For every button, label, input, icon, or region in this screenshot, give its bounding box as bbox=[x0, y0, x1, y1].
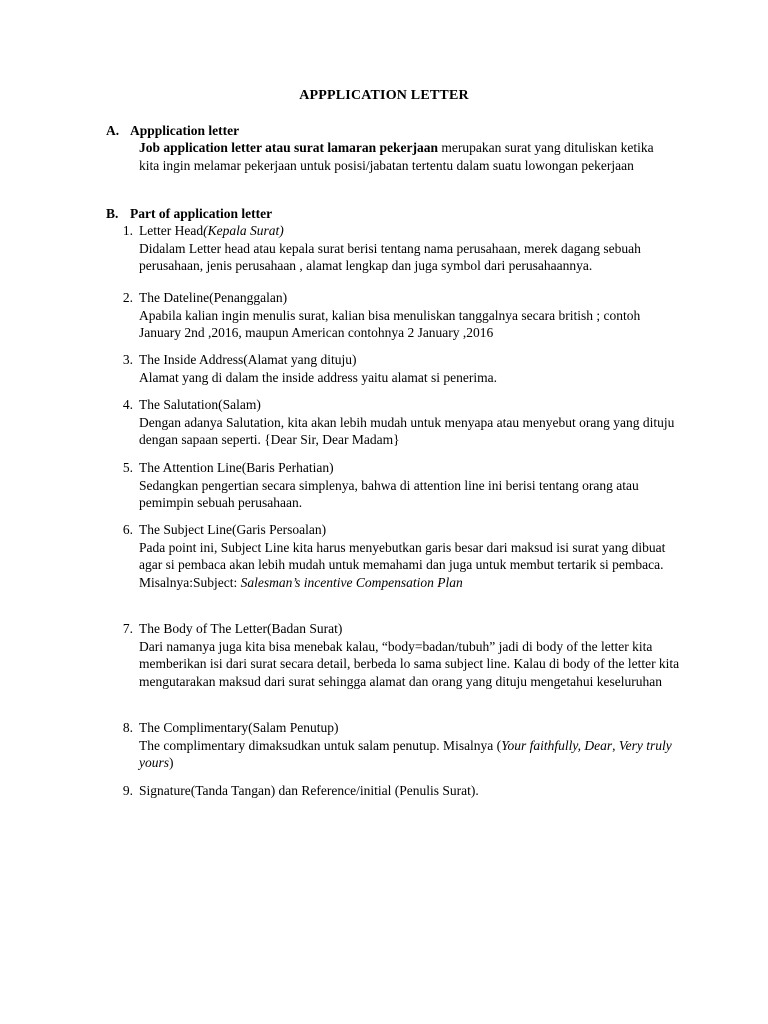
list-item-title: The Salutation(Salam) bbox=[139, 397, 261, 412]
section-b-title: Part of application letter bbox=[130, 206, 273, 221]
list-item-9 bbox=[122, 782, 684, 800]
list-item-title: Signature(Tanda Tangan) dan Reference/initial (Penulis Surat). bbox=[139, 783, 479, 798]
list-item-title: The Dateline(Penanggalan) bbox=[139, 290, 288, 305]
list-item-number: 9. bbox=[122, 783, 133, 798]
list-item-number: 3. bbox=[122, 352, 133, 367]
list-item-number: 5. bbox=[122, 460, 133, 475]
section-a-title: Appplication letter bbox=[130, 123, 240, 138]
list-item-number: 4. bbox=[122, 397, 133, 412]
list-item-title: Letter Head(Kepala Surat) bbox=[139, 223, 284, 238]
list-item-description: Apabila kalian ingin menulis surat, kalian bisa menuliskan tanggalnya secara british ; contoh January 2nd ,2016, maupun American contohnya 2 January ,2016 bbox=[139, 307, 641, 340]
list-item-description: Sedangkan pengertian secara simplenya, bahwa di attention line ini berisi tentang orang atau pemimpin sebuah perusahaan. bbox=[139, 477, 639, 510]
section-b-heading bbox=[106, 205, 272, 223]
section-a-heading bbox=[106, 122, 239, 140]
list-item-description: Alamat yang di dalam the inside address yaitu alamat si penerima. bbox=[139, 369, 498, 385]
list-item-description: The complimentary dimaksudkan untuk salam penutup. Misalnya (Your faithfully, Dear, Very truly yours) bbox=[139, 737, 672, 770]
section-a-bold-intro: Job application letter atau surat lamaran pekerjaan bbox=[139, 140, 438, 155]
list-item-title: The Body of The Letter(Badan Surat) bbox=[139, 621, 343, 636]
section-a-paragraph bbox=[139, 139, 674, 174]
list-item-6 bbox=[122, 521, 684, 591]
list-item-description: Dari namanya juga kita bisa menebak kalau, “body=badan/tubuh” jadi di body of the letter kita memberikan isi dari surat secara detail, berbeda lo sama subject line. Kalau di body of the letter kita mengutarakan maksud dari surat sehingga alamat dan orang yang dituju mengetahui keseluruhan bbox=[139, 638, 680, 689]
list-item-3 bbox=[122, 351, 684, 386]
list-item-title: The Subject Line(Garis Persoalan) bbox=[139, 522, 327, 537]
list-item-number: 2. bbox=[122, 290, 133, 305]
list-item-description: Pada point ini, Subject Line kita harus menyebutkan garis besar dari maksud isi surat yang dibuat agar si pembaca akan lebih mudah untuk memahami dan juga untuk membut tertarik si pembaca. Misalnya:Subject: Salesman’s incentive Compensation Plan bbox=[139, 539, 666, 590]
section-a-rest: merupakan surat yang dituliskan ketika kita ingin melamar pekerjaan untuk posisi/jabatan tertentu dalam suatu lowongan pekerjaan bbox=[139, 140, 654, 173]
document-title: APPPLICATION LETTER bbox=[299, 88, 469, 103]
list-item-4 bbox=[122, 396, 684, 449]
list-item-1 bbox=[122, 222, 684, 275]
list-item-description: Dengan adanya Salutation, kita akan lebih mudah untuk menyapa atau menyebut orang yang dituju dengan sapaan seperti. {Dear Sir, Dear Madam} bbox=[139, 414, 675, 447]
list-item-number: 7. bbox=[122, 621, 133, 636]
list-item-5 bbox=[122, 459, 684, 512]
section-b-letter: B. bbox=[106, 206, 119, 221]
list-item-title: The Attention Line(Baris Perhatian) bbox=[139, 460, 334, 475]
list-item-number: 6. bbox=[122, 522, 133, 537]
list-item-number: 8. bbox=[122, 720, 133, 735]
list-item-8 bbox=[122, 719, 684, 772]
list-item-7 bbox=[122, 620, 684, 690]
section-a-letter: A. bbox=[106, 123, 120, 138]
list-item-description: Didalam Letter head atau kepala surat berisi tentang nama perusahaan, merek dagang sebuah perusahaan, jenis perusahaan , alamat lengkap dan juga symbol dari perusahaannya. bbox=[139, 240, 641, 273]
list-item-title: The Complimentary(Salam Penutup) bbox=[139, 720, 339, 735]
list-item-2 bbox=[122, 289, 684, 342]
list-item-title: The Inside Address(Alamat yang dituju) bbox=[139, 352, 357, 367]
list-item-number: 1. bbox=[122, 223, 133, 238]
